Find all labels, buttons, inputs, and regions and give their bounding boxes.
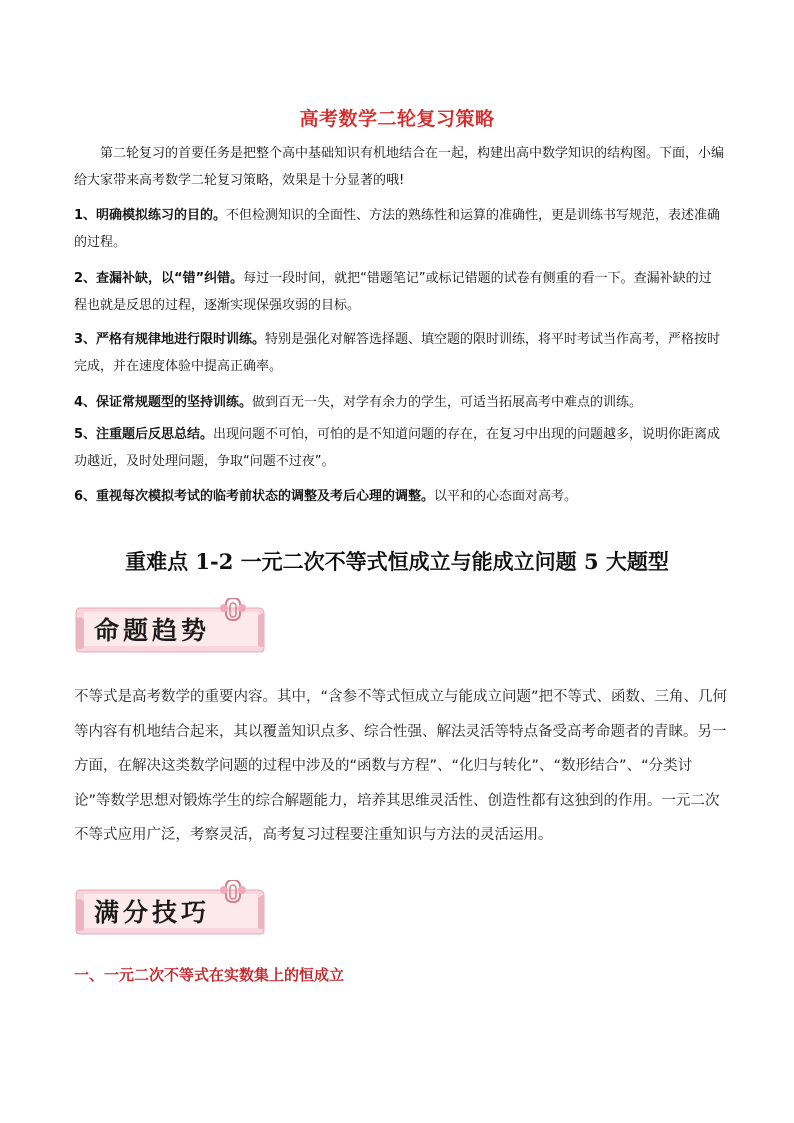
trend-banner	[72, 598, 268, 656]
tip-body: 以平和的心态面对高考。	[434, 489, 578, 504]
skills-banner	[72, 880, 268, 938]
tip-item-3	[74, 326, 724, 380]
banner-label: 命题趋势	[94, 616, 211, 645]
tip-item-5	[74, 421, 724, 475]
banner-label: 满分技巧	[94, 898, 211, 927]
tip-body: 做到百无一失，对学有余力的学生，可适当拓展高考中难点的训练。	[252, 395, 643, 410]
tip-item-2	[74, 265, 724, 319]
tip-body: 每过一段时间，就把“错题笔记”或标记错题的试卷有侧重的看一下。查漏补缺的过程也就是反思的过程，逐渐实现保强攻弱的目标。	[74, 271, 712, 313]
tip-lead: 4、保证常规题型的坚持训练。	[74, 395, 253, 410]
section-title: 重难点 1-2 一元二次不等式恒成立与能成立问题 5 大题型	[125, 549, 669, 574]
tip-item-4	[74, 389, 724, 416]
tip-body: 出现问题不可怕，可怕的是不知道问题的存在，在复习中出现的问题越多，说明你距离成功越近，及时处理问题，争取“问题不过夜”。	[74, 427, 721, 469]
tip-item-6	[74, 483, 724, 510]
body-paragraph: 不等式是高考数学的重要内容。其中，“含参不等式恒成立与能成立问题”把不等式、函数、三角、几何等内容有机地结合起来，其以覆盖知识点多、综合性强、解法灵活等特点备受高考命题者的青睐。另一方面，在解决这类数学问题的过程中涉及的“函数与方程”、“化归与转化”、“数形结合”、“分类讨论”等数学思想对锻炼学生的综合解题能力，培养其思维灵活性、创造性都有这独到的作用。一元二次不等式应用广泛，考察灵活，高考复习过程要注重知识与方法的灵活运用。	[74, 689, 728, 843]
tip-lead: 1、明确模拟练习的目的。	[74, 208, 227, 223]
tip-lead: 6、重视每次模拟考试的临考前状态的调整及考后心理的调整。	[74, 489, 435, 504]
tip-body: 特别是强化对解答选择题、填空题的限时训练，将平时考试当作高考，严格按时完成，并在速度体验中提高正确率。	[74, 332, 721, 374]
intro-paragraph: 第二轮复习的首要任务是把整个高中基础知识有机地结合在一起，构建出高中数学知识的结构图。下面，小编给大家带来高考数学二轮复习策略，效果是十分显著的哦!	[74, 146, 725, 188]
subheading: 一、一元二次不等式在实数集上的恒成立	[74, 966, 345, 984]
tip-lead: 5、注重题后反思总结。	[74, 427, 214, 442]
page-title: 高考数学二轮复习策略	[299, 108, 495, 130]
tip-lead: 3、严格有规律地进行限时训练。	[74, 332, 266, 347]
tip-lead: 2、查漏补缺，以“错”纠错。	[74, 271, 244, 286]
tip-item-1	[74, 202, 724, 256]
tip-body: 不但检测知识的全面性、方法的熟练性和运算的准确性，更是训练书写规范，表述准确的过程。	[74, 208, 721, 250]
